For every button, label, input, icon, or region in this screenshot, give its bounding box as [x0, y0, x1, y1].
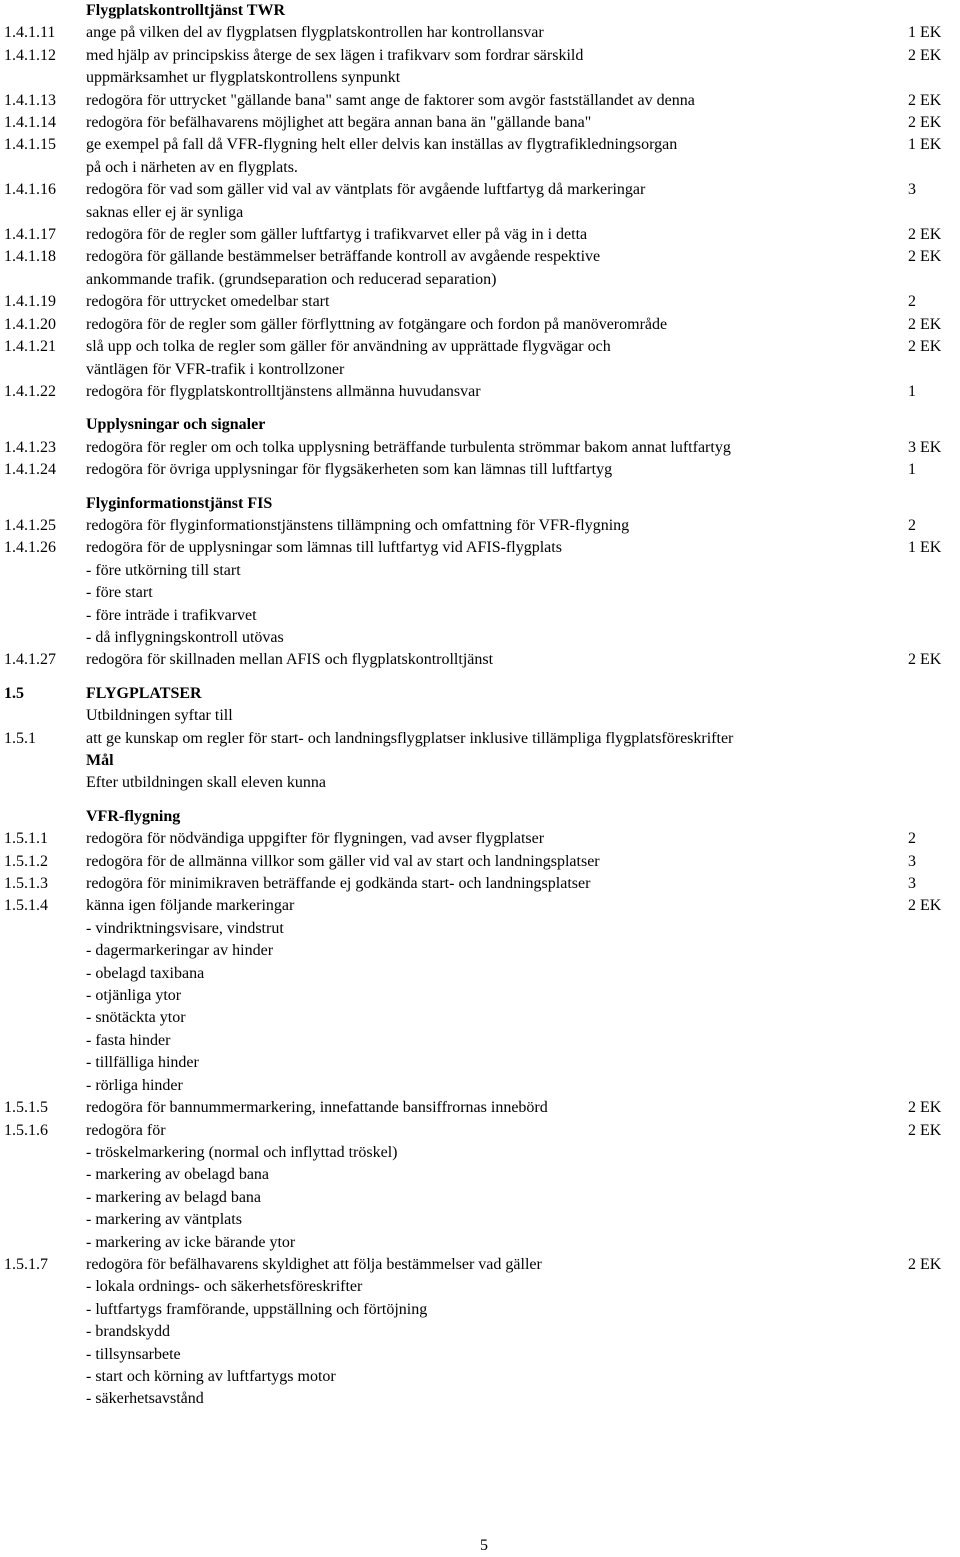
objective-row: [4, 1254, 958, 1411]
section-heading: [4, 683, 958, 705]
text-line: - otjänliga ytor: [86, 987, 182, 1005]
item-number: 1.5.1: [4, 729, 36, 747]
item-number: 1.4.1.18: [4, 248, 56, 266]
heading-text: [86, 750, 958, 772]
item-text: [86, 314, 908, 336]
item-text: [86, 873, 908, 895]
objective-row: [4, 381, 958, 403]
level-code: 2 EK: [908, 338, 942, 356]
text-line: Flyginformationstjänst FIS: [86, 494, 273, 512]
item-text: [86, 45, 908, 90]
text-line: redogöra för: [86, 1121, 166, 1139]
level-code: 2 EK: [908, 91, 942, 109]
section-heading: [4, 493, 958, 515]
item-text: [86, 772, 908, 794]
text-line: - start och körning av luftfartygs motor: [86, 1367, 336, 1385]
text-line: på och i närheten av en flygplats.: [86, 158, 298, 176]
objective-row: [4, 728, 958, 750]
text-line: redogöra för uttrycket "gällande bana" samt ange de faktorer som avgör fastställandet av denna: [86, 91, 695, 109]
text-line: Efter utbildningen skall eleven kunna: [86, 774, 326, 792]
text-line: uppmärksamhet ur flygplatskontrollens synpunkt: [86, 69, 401, 87]
text-line: känna igen följande markeringar: [86, 897, 295, 915]
item-text: [86, 381, 908, 403]
section-heading: [4, 750, 958, 772]
item-text: [86, 828, 908, 850]
text-line: - före start: [86, 584, 153, 602]
text-line: redogöra för de allmänna villkor som gäller vid val av start och landningsplatser: [86, 852, 600, 870]
item-number: 1.5.1.6: [4, 1121, 48, 1139]
text-line: med hjälp av principskiss återge de sex lägen i trafikvarv som fordrar särskild: [86, 46, 584, 64]
item-text: [86, 459, 908, 481]
text-line: redogöra för de regler som gäller luftfartyg i trafikvarvet eller på väg in i detta: [86, 226, 588, 244]
level-code: 2 EK: [908, 248, 942, 266]
item-number: 1.5.1.5: [4, 1099, 48, 1117]
text-line: - tröskelmarkering (normal och inflyttad tröskel): [86, 1143, 398, 1161]
objective-row: [4, 1097, 958, 1119]
item-text: [86, 224, 908, 246]
text-line: - markering av väntplats: [86, 1211, 242, 1229]
level-code: 2: [908, 830, 916, 848]
level-code: 1 EK: [908, 136, 942, 154]
text-line: Mål: [86, 752, 114, 769]
item-number: 1.4.1.11: [4, 24, 56, 42]
item-text: [86, 437, 908, 459]
heading-text: [86, 493, 958, 515]
text-line: Flygplatskontrolltjänst TWR: [86, 2, 285, 19]
heading-text: [86, 683, 958, 705]
level-code: 2 EK: [908, 226, 942, 244]
objective-row: [4, 112, 958, 134]
level-code: 2 EK: [908, 897, 942, 915]
text-line: - markering av belagd bana: [86, 1188, 262, 1206]
text-line: - rörliga hinder: [86, 1076, 183, 1094]
objective-row: [4, 1120, 958, 1254]
objective-row: [4, 873, 958, 895]
objective-row: [4, 515, 958, 537]
objective-row: [4, 772, 958, 794]
text-line: att ge kunskap om regler för start- och landningsflygplatser inklusive tillämpliga flygplatsföreskrifter: [86, 729, 734, 747]
item-text: [86, 705, 908, 727]
item-number: 1.4.1.19: [4, 293, 56, 311]
section-spacer: [4, 403, 958, 414]
text-line: - tillfälliga hinder: [86, 1054, 199, 1072]
text-line: - vindriktningsvisare, vindstrut: [86, 919, 284, 937]
level-code: 2 EK: [908, 46, 942, 64]
item-text: [86, 537, 908, 649]
item-number: 1.5.1.7: [4, 1255, 48, 1273]
level-code: 2 EK: [908, 651, 942, 669]
level-code: 3: [908, 875, 916, 893]
level-code: 2 EK: [908, 1099, 942, 1117]
text-line: - obelagd taxibana: [86, 964, 205, 982]
level-code: 1 EK: [908, 24, 942, 42]
text-line: - lokala ordnings- och säkerhetsföreskrifter: [86, 1278, 363, 1296]
item-text: [86, 336, 908, 381]
item-text: [86, 1254, 908, 1411]
objective-row: [4, 45, 958, 90]
item-text: [86, 291, 908, 313]
text-line: - före utkörning till start: [86, 561, 241, 579]
text-line: Upplysningar och signaler: [86, 416, 266, 434]
section-heading: [4, 0, 958, 22]
section-spacer: [4, 482, 958, 493]
text-line: väntlägen för VFR-trafik i kontrollzoner: [86, 360, 345, 378]
item-number: 1.4.1.15: [4, 136, 56, 154]
level-code: 3: [908, 852, 916, 870]
text-line: slå upp och tolka de regler som gäller för användning av upprättade flygvägar och: [86, 338, 611, 356]
text-line: redogöra för flyginformationstjänstens tillämpning och omfattning för VFR-flygning: [86, 516, 630, 534]
item-text: [86, 1097, 908, 1119]
text-line: FLYGPLATSER: [86, 684, 202, 702]
text-line: - säkerhetsavstånd: [86, 1390, 204, 1408]
item-number: 1.4.1.26: [4, 539, 56, 557]
text-line: - markering av obelagd bana: [86, 1166, 270, 1184]
objective-row: [4, 336, 958, 381]
level-code: 3: [908, 181, 916, 199]
text-line: ge exempel på fall då VFR-flygning helt eller delvis kan inställas av flygtrafikledningsorgan: [86, 136, 678, 154]
objective-row: [4, 649, 958, 671]
item-number: 1.4.1.25: [4, 516, 56, 534]
heading-text: [86, 806, 958, 828]
item-number: 1.5: [4, 684, 24, 702]
section-spacer: [4, 795, 958, 806]
document-body: [4, 0, 958, 1411]
item-number: 1.4.1.20: [4, 315, 56, 333]
item-number: 1.4.1.27: [4, 651, 56, 669]
item-number: 1.5.1.2: [4, 852, 48, 870]
page-number: 5: [480, 1537, 488, 1554]
item-number: 1.4.1.22: [4, 382, 56, 400]
objective-row: [4, 224, 958, 246]
text-line: ankommande trafik. (grundseparation och reducerad separation): [86, 270, 497, 288]
objective-row: [4, 314, 958, 336]
level-code: 2: [908, 293, 916, 311]
text-line: ange på vilken del av flygplatsen flygplatskontrollen har kontrollansvar: [86, 24, 544, 42]
level-code: 2 EK: [908, 1255, 942, 1273]
objective-row: [4, 134, 958, 179]
item-text: [86, 134, 908, 179]
text-line: Utbildningen syftar till: [86, 707, 233, 725]
item-number: 1.4.1.16: [4, 181, 56, 199]
objective-row: [4, 291, 958, 313]
item-text: [86, 728, 908, 750]
text-line: redogöra för uttrycket omedelbar start: [86, 293, 330, 311]
item-number: 1.4.1.24: [4, 461, 56, 479]
objective-row: [4, 437, 958, 459]
objective-row: [4, 179, 958, 224]
item-number: 1.4.1.21: [4, 338, 56, 356]
item-text: [86, 649, 908, 671]
objective-row: [4, 90, 958, 112]
text-line: redogöra för de upplysningar som lämnas till luftfartyg vid AFIS-flygplats: [86, 539, 562, 557]
text-line: redogöra för vad som gäller vid val av väntplats för avgående luftfartyg då markeringar: [86, 181, 646, 199]
item-text: [86, 22, 908, 44]
objective-row: [4, 246, 958, 291]
text-line: redogöra för befälhavarens möjlighet att begära annan bana än "gällande bana": [86, 114, 592, 132]
text-line: redogöra för befälhavarens skyldighet att följa bestämmelser vad gäller: [86, 1255, 542, 1273]
text-line: redogöra för skillnaden mellan AFIS och flygplatskontrolltjänst: [86, 651, 494, 669]
objective-row: [4, 459, 958, 481]
item-number: 1.4.1.14: [4, 114, 56, 132]
text-line: redogöra för bannummermarkering, innefattande bansiffrornas innebörd: [86, 1099, 548, 1117]
text-line: redogöra för nödvändiga uppgifter för flygningen, vad avser flygplatser: [86, 830, 545, 848]
item-text: [86, 90, 908, 112]
text-line: redogöra för gällande bestämmelser beträffande kontroll av avgående respektive: [86, 248, 601, 266]
text-line: - fasta hinder: [86, 1031, 171, 1049]
item-number: 1.5.1.1: [4, 830, 48, 848]
text-line: - brandskydd: [86, 1323, 170, 1341]
level-code: 1: [908, 461, 916, 479]
text-line: VFR-flygning: [86, 807, 181, 825]
text-line: saknas eller ej är synliga: [86, 203, 244, 221]
item-text: [86, 112, 908, 134]
heading-text: [86, 0, 958, 22]
item-number: 1.4.1.12: [4, 46, 56, 64]
level-code: 2 EK: [908, 1121, 942, 1139]
text-line: redogöra för de regler som gäller förflyttning av fotgängare och fordon på manöverområde: [86, 315, 668, 333]
objective-row: [4, 895, 958, 1097]
objective-row: [4, 705, 958, 727]
item-text: [86, 895, 908, 1097]
level-code: 1 EK: [908, 539, 942, 557]
item-number: 1.5.1.3: [4, 875, 48, 893]
heading-text: [86, 414, 958, 436]
text-line: - snötäckta ytor: [86, 1009, 186, 1027]
section-heading: [4, 806, 958, 828]
text-line: redogöra för minimikraven beträffande ej godkända start- och landningsplatser: [86, 875, 591, 893]
item-text: [86, 246, 908, 291]
item-number: 1.5.1.4: [4, 897, 48, 915]
item-number: 1.4.1.23: [4, 438, 56, 456]
objective-row: [4, 828, 958, 850]
text-line: - före inträde i trafikvarvet: [86, 606, 257, 624]
section-heading: [4, 414, 958, 436]
objective-row: [4, 851, 958, 873]
item-text: [86, 851, 908, 873]
item-number: 1.4.1.17: [4, 226, 56, 244]
text-line: redogöra för övriga upplysningar för flygsäkerheten som kan lämnas till luftfartyg: [86, 461, 613, 479]
text-line: - tillsynsarbete: [86, 1345, 181, 1363]
text-line: - dagermarkeringar av hinder: [86, 942, 274, 960]
text-line: - markering av icke bärande ytor: [86, 1233, 296, 1251]
item-text: [86, 1120, 908, 1254]
item-text: [86, 179, 908, 224]
level-code: 3 EK: [908, 438, 942, 456]
text-line: redogöra för regler om och tolka upplysning beträffande turbulenta strömmar bakom annat luftfartyg: [86, 438, 731, 456]
level-code: 2: [908, 516, 916, 534]
level-code: 2 EK: [908, 114, 942, 132]
section-spacer: [4, 672, 958, 683]
text-line: redogöra för flygplatskontrolltjänstens allmänna huvudansvar: [86, 382, 481, 400]
objective-row: [4, 22, 958, 44]
level-code: 1: [908, 382, 916, 400]
item-text: [86, 515, 908, 537]
text-line: - då inflygningskontroll utövas: [86, 628, 284, 646]
objective-row: [4, 537, 958, 649]
text-line: - luftfartygs framförande, uppställning och förtöjning: [86, 1300, 428, 1318]
item-number: 1.4.1.13: [4, 91, 56, 109]
level-code: 2 EK: [908, 315, 942, 333]
